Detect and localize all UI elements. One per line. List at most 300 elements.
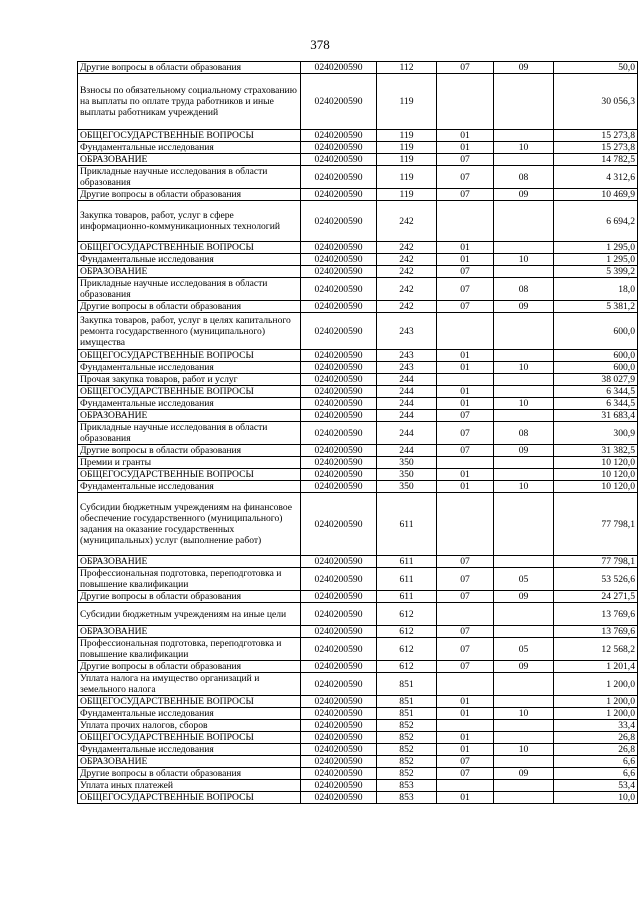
table-row [78,591,638,603]
row-amount-cell: 1 201,4 [554,661,638,673]
row-code-cell: 0240200590 [301,254,377,266]
row-expense-type-cell: 851 [377,708,437,720]
row-subsection-cell: 10 [494,254,554,266]
row-amount-cell: 53,4 [554,780,638,792]
row-subsection-cell: 08 [494,166,554,189]
row-subsection-cell: 08 [494,422,554,445]
row-section-cell: 01 [437,350,494,362]
row-name-cell: Прочая закупка товаров, работ и услуг [78,374,301,386]
row-section-cell: 07 [437,62,494,74]
row-amount-cell: 1 200,0 [554,696,638,708]
row-name-cell: ОБЩЕГОСУДАРСТВЕННЫЕ ВОПРОСЫ [78,350,301,362]
table-row [78,154,638,166]
table-row [78,350,638,362]
row-subsection-cell: 10 [494,142,554,154]
row-amount-cell: 18,0 [554,278,638,301]
row-name-cell: ОБРАЗОВАНИЕ [78,556,301,568]
row-subsection-cell [494,469,554,481]
row-code-cell: 0240200590 [301,556,377,568]
row-expense-type-cell: 244 [377,445,437,457]
row-expense-type-cell: 119 [377,74,437,130]
row-expense-type-cell: 244 [377,374,437,386]
row-amount-cell: 1 295,0 [554,242,638,254]
row-section-cell: 01 [437,744,494,756]
row-subsection-cell [494,732,554,744]
table-row [78,278,638,301]
row-subsection-cell: 09 [494,661,554,673]
row-expense-type-cell: 852 [377,744,437,756]
row-name-cell: Уплата налога на имущество организаций и земельного налога [78,673,301,696]
row-name-cell: Другие вопросы в области образования [78,301,301,313]
row-name-cell: Прикладные научные исследования в области образования [78,166,301,189]
row-name-cell: Субсидии бюджетным учреждениям на финансовое обеспечение государственного (муниципального) задания на оказание государственных (муниципальных) услуг (выполнение работ) [78,493,301,556]
row-expense-type-cell: 244 [377,410,437,422]
row-expense-type-cell: 853 [377,780,437,792]
row-section-cell: 07 [437,445,494,457]
row-code-cell: 0240200590 [301,278,377,301]
row-expense-type-cell: 611 [377,556,437,568]
row-code-cell: 0240200590 [301,744,377,756]
row-amount-cell: 26,8 [554,744,638,756]
budget-table-body [78,62,638,804]
row-name-cell: ОБЩЕГОСУДАРСТВЕННЫЕ ВОПРОСЫ [78,469,301,481]
table-row [78,386,638,398]
row-code-cell: 0240200590 [301,493,377,556]
row-code-cell: 0240200590 [301,732,377,744]
row-code-cell: 0240200590 [301,457,377,469]
row-subsection-cell [494,780,554,792]
row-section-cell: 01 [437,481,494,493]
row-section-cell: 07 [437,568,494,591]
row-section-cell [437,313,494,350]
row-amount-cell: 15 273,8 [554,142,638,154]
row-section-cell: 07 [437,556,494,568]
table-row [78,74,638,130]
table-row [78,457,638,469]
row-section-cell: 07 [437,154,494,166]
row-subsection-cell [494,386,554,398]
row-name-cell: ОБЩЕГОСУДАРСТВЕННЫЕ ВОПРОСЫ [78,386,301,398]
table-row [78,201,638,242]
row-code-cell: 0240200590 [301,720,377,732]
row-subsection-cell [494,350,554,362]
row-subsection-cell [494,410,554,422]
row-expense-type-cell: 851 [377,673,437,696]
table-row [78,673,638,696]
row-subsection-cell: 09 [494,301,554,313]
table-row [78,469,638,481]
table-row [78,780,638,792]
row-expense-type-cell: 243 [377,350,437,362]
row-code-cell: 0240200590 [301,626,377,638]
row-section-cell: 07 [437,189,494,201]
row-amount-cell: 53 526,6 [554,568,638,591]
row-section-cell: 01 [437,732,494,744]
row-name-cell: ОБРАЗОВАНИЕ [78,410,301,422]
row-subsection-cell [494,556,554,568]
row-expense-type-cell: 242 [377,266,437,278]
row-expense-type-cell: 119 [377,154,437,166]
row-name-cell: Фундаментальные исследования [78,744,301,756]
row-code-cell: 0240200590 [301,708,377,720]
row-expense-type-cell: 112 [377,62,437,74]
row-section-cell: 07 [437,626,494,638]
row-section-cell: 07 [437,661,494,673]
row-expense-type-cell: 853 [377,792,437,804]
row-amount-cell: 77 798,1 [554,493,638,556]
row-code-cell: 0240200590 [301,756,377,768]
budget-table [77,61,638,804]
table-row [78,756,638,768]
row-subsection-cell [494,201,554,242]
table-row [78,768,638,780]
row-name-cell: Другие вопросы в области образования [78,768,301,780]
row-name-cell: Другие вопросы в области образования [78,445,301,457]
row-name-cell: Другие вопросы в области образования [78,62,301,74]
row-section-cell: 01 [437,792,494,804]
row-name-cell: Прикладные научные исследования в области образования [78,422,301,445]
row-code-cell: 0240200590 [301,673,377,696]
table-row [78,130,638,142]
row-expense-type-cell: 611 [377,568,437,591]
row-amount-cell: 31 382,5 [554,445,638,457]
row-expense-type-cell: 244 [377,422,437,445]
row-expense-type-cell: 612 [377,638,437,661]
table-row [78,62,638,74]
row-subsection-cell: 05 [494,638,554,661]
row-amount-cell: 1 295,0 [554,254,638,266]
row-section-cell: 01 [437,708,494,720]
row-subsection-cell: 10 [494,481,554,493]
row-amount-cell: 6,6 [554,756,638,768]
row-amount-cell: 5 399,2 [554,266,638,278]
table-row [78,744,638,756]
row-amount-cell: 30 056,3 [554,74,638,130]
row-code-cell: 0240200590 [301,481,377,493]
row-name-cell: ОБЩЕГОСУДАРСТВЕННЫЕ ВОПРОСЫ [78,732,301,744]
row-code-cell: 0240200590 [301,74,377,130]
row-expense-type-cell: 612 [377,661,437,673]
row-name-cell: ОБРАЗОВАНИЕ [78,266,301,278]
row-code-cell: 0240200590 [301,696,377,708]
row-name-cell: ОБРАЗОВАНИЕ [78,756,301,768]
row-expense-type-cell: 612 [377,626,437,638]
row-name-cell: Закупка товаров, работ, услуг в целях капитального ремонта государственного (муниципального) имущества [78,313,301,350]
row-amount-cell: 6,6 [554,768,638,780]
row-name-cell: Субсидии бюджетным учреждениям на иные цели [78,603,301,626]
row-name-cell: Профессиональная подготовка, переподготовка и повышение квалификации [78,638,301,661]
row-expense-type-cell: 350 [377,481,437,493]
row-code-cell: 0240200590 [301,591,377,603]
row-expense-type-cell: 119 [377,142,437,154]
row-section-cell: 07 [437,422,494,445]
row-expense-type-cell: 350 [377,457,437,469]
table-row [78,720,638,732]
row-amount-cell: 14 782,5 [554,154,638,166]
row-subsection-cell: 10 [494,362,554,374]
row-amount-cell: 1 200,0 [554,708,638,720]
row-name-cell: Фундаментальные исследования [78,708,301,720]
row-code-cell: 0240200590 [301,445,377,457]
row-expense-type-cell: 242 [377,301,437,313]
row-subsection-cell [494,313,554,350]
row-code-cell: 0240200590 [301,266,377,278]
table-row [78,242,638,254]
row-subsection-cell: 09 [494,445,554,457]
row-code-cell: 0240200590 [301,792,377,804]
row-code-cell: 0240200590 [301,568,377,591]
row-name-cell: Взносы по обязательному социальному страхованию на выплаты по оплате труда работников и иные выплаты работникам учреждений [78,74,301,130]
row-code-cell: 0240200590 [301,661,377,673]
row-amount-cell: 10 120,0 [554,457,638,469]
row-expense-type-cell: 611 [377,493,437,556]
row-section-cell: 01 [437,696,494,708]
row-subsection-cell [494,74,554,130]
row-expense-type-cell: 244 [377,398,437,410]
row-expense-type-cell: 242 [377,201,437,242]
row-code-cell: 0240200590 [301,130,377,142]
row-code-cell: 0240200590 [301,398,377,410]
row-expense-type-cell: 119 [377,166,437,189]
row-expense-type-cell: 852 [377,756,437,768]
row-amount-cell: 600,0 [554,362,638,374]
row-expense-type-cell: 242 [377,254,437,266]
row-amount-cell: 10,0 [554,792,638,804]
row-subsection-cell [494,374,554,386]
row-code-cell: 0240200590 [301,422,377,445]
table-row [78,374,638,386]
table-row [78,166,638,189]
row-name-cell: ОБЩЕГОСУДАРСТВЕННЫЕ ВОПРОСЫ [78,130,301,142]
row-section-cell [437,74,494,130]
table-row [78,398,638,410]
row-code-cell: 0240200590 [301,768,377,780]
row-amount-cell: 6 344,5 [554,398,638,410]
row-expense-type-cell: 242 [377,242,437,254]
row-subsection-cell [494,792,554,804]
row-amount-cell: 31 683,4 [554,410,638,422]
table-row [78,661,638,673]
row-amount-cell: 10 469,9 [554,189,638,201]
row-code-cell: 0240200590 [301,189,377,201]
row-subsection-cell [494,756,554,768]
row-subsection-cell: 08 [494,278,554,301]
row-name-cell: ОБРАЗОВАНИЕ [78,154,301,166]
row-name-cell: Уплата иных платежей [78,780,301,792]
row-expense-type-cell: 852 [377,768,437,780]
row-code-cell: 0240200590 [301,313,377,350]
row-section-cell: 07 [437,266,494,278]
row-amount-cell: 4 312,6 [554,166,638,189]
table-row [78,732,638,744]
table-row [78,708,638,720]
row-subsection-cell: 09 [494,189,554,201]
row-code-cell: 0240200590 [301,201,377,242]
row-section-cell: 07 [437,278,494,301]
row-name-cell: ОБЩЕГОСУДАРСТВЕННЫЕ ВОПРОСЫ [78,792,301,804]
row-code-cell: 0240200590 [301,154,377,166]
row-subsection-cell: 09 [494,62,554,74]
row-amount-cell: 600,0 [554,313,638,350]
row-section-cell: 01 [437,130,494,142]
row-name-cell: Другие вопросы в области образования [78,661,301,673]
row-amount-cell: 6 694,2 [554,201,638,242]
row-subsection-cell [494,696,554,708]
row-amount-cell: 77 798,1 [554,556,638,568]
row-subsection-cell [494,266,554,278]
row-expense-type-cell: 119 [377,189,437,201]
row-name-cell: Фундаментальные исследования [78,254,301,266]
row-section-cell: 01 [437,398,494,410]
row-amount-cell: 13 769,6 [554,626,638,638]
row-section-cell: 07 [437,638,494,661]
row-name-cell: Другие вопросы в области образования [78,591,301,603]
table-row [78,481,638,493]
row-section-cell: 01 [437,469,494,481]
row-amount-cell: 33,4 [554,720,638,732]
row-expense-type-cell: 611 [377,591,437,603]
row-section-cell [437,603,494,626]
table-row [78,493,638,556]
row-expense-type-cell: 851 [377,696,437,708]
row-expense-type-cell: 243 [377,313,437,350]
row-code-cell: 0240200590 [301,301,377,313]
row-code-cell: 0240200590 [301,780,377,792]
row-section-cell: 01 [437,254,494,266]
row-amount-cell: 24 271,5 [554,591,638,603]
table-row [78,422,638,445]
row-amount-cell: 6 344,5 [554,386,638,398]
row-amount-cell: 300,9 [554,422,638,445]
row-amount-cell: 13 769,6 [554,603,638,626]
row-section-cell: 07 [437,301,494,313]
table-row [78,556,638,568]
table-row [78,410,638,422]
row-amount-cell: 26,8 [554,732,638,744]
row-amount-cell: 10 120,0 [554,469,638,481]
row-subsection-cell: 09 [494,768,554,780]
row-expense-type-cell: 119 [377,130,437,142]
row-name-cell: Фундаментальные исследования [78,398,301,410]
row-expense-type-cell: 244 [377,386,437,398]
row-code-cell: 0240200590 [301,62,377,74]
row-name-cell: Закупка товаров, работ, услуг в сфере информационно-коммуникационных технологий [78,201,301,242]
row-subsection-cell [494,130,554,142]
row-amount-cell: 50,0 [554,62,638,74]
row-expense-type-cell: 350 [377,469,437,481]
table-row [78,696,638,708]
row-expense-type-cell: 243 [377,362,437,374]
row-subsection-cell [494,493,554,556]
row-subsection-cell [494,154,554,166]
row-section-cell: 01 [437,386,494,398]
row-section-cell [437,201,494,242]
row-code-cell: 0240200590 [301,362,377,374]
row-code-cell: 0240200590 [301,386,377,398]
row-code-cell: 0240200590 [301,410,377,422]
row-code-cell: 0240200590 [301,350,377,362]
row-subsection-cell: 09 [494,591,554,603]
row-amount-cell: 600,0 [554,350,638,362]
row-amount-cell: 12 568,2 [554,638,638,661]
row-subsection-cell: 10 [494,708,554,720]
row-section-cell [437,374,494,386]
row-expense-type-cell: 242 [377,278,437,301]
row-subsection-cell [494,673,554,696]
table-row [78,568,638,591]
row-subsection-cell [494,457,554,469]
page-number: 378 [310,37,330,52]
row-subsection-cell [494,603,554,626]
row-amount-cell: 1 200,0 [554,673,638,696]
row-section-cell: 07 [437,591,494,603]
row-section-cell [437,780,494,792]
row-section-cell: 07 [437,768,494,780]
table-row [78,638,638,661]
row-name-cell: Премии и гранты [78,457,301,469]
row-subsection-cell: 10 [494,744,554,756]
table-row [78,266,638,278]
row-name-cell: ОБРАЗОВАНИЕ [78,626,301,638]
row-section-cell: 01 [437,142,494,154]
row-name-cell: Фундаментальные исследования [78,481,301,493]
row-expense-type-cell: 852 [377,732,437,744]
row-name-cell: Профессиональная подготовка, переподготовка и повышение квалификации [78,568,301,591]
row-name-cell: Уплата прочих налогов, сборов [78,720,301,732]
row-expense-type-cell: 612 [377,603,437,626]
table-row [78,792,638,804]
row-section-cell: 07 [437,756,494,768]
row-section-cell: 07 [437,166,494,189]
row-subsection-cell: 05 [494,568,554,591]
table-row [78,362,638,374]
table-row [78,626,638,638]
row-code-cell: 0240200590 [301,166,377,189]
row-name-cell: Фундаментальные исследования [78,362,301,374]
row-amount-cell: 5 381,2 [554,301,638,313]
row-amount-cell: 38 027,9 [554,374,638,386]
row-name-cell: Прикладные научные исследования в области образования [78,278,301,301]
table-row [78,142,638,154]
row-subsection-cell [494,626,554,638]
row-code-cell: 0240200590 [301,638,377,661]
row-section-cell: 01 [437,362,494,374]
row-code-cell: 0240200590 [301,242,377,254]
row-section-cell [437,493,494,556]
row-subsection-cell [494,720,554,732]
table-row [78,254,638,266]
row-section-cell [437,673,494,696]
table-row [78,445,638,457]
row-section-cell [437,720,494,732]
table-row [78,603,638,626]
row-name-cell: ОБЩЕГОСУДАРСТВЕННЫЕ ВОПРОСЫ [78,696,301,708]
row-section-cell: 01 [437,242,494,254]
row-subsection-cell: 10 [494,398,554,410]
row-code-cell: 0240200590 [301,374,377,386]
row-code-cell: 0240200590 [301,603,377,626]
row-subsection-cell [494,242,554,254]
row-amount-cell: 10 120,0 [554,481,638,493]
table-row [78,313,638,350]
table-row [78,301,638,313]
row-name-cell: Фундаментальные исследования [78,142,301,154]
row-code-cell: 0240200590 [301,469,377,481]
row-name-cell: ОБЩЕГОСУДАРСТВЕННЫЕ ВОПРОСЫ [78,242,301,254]
row-expense-type-cell: 852 [377,720,437,732]
row-name-cell: Другие вопросы в области образования [78,189,301,201]
row-section-cell [437,457,494,469]
